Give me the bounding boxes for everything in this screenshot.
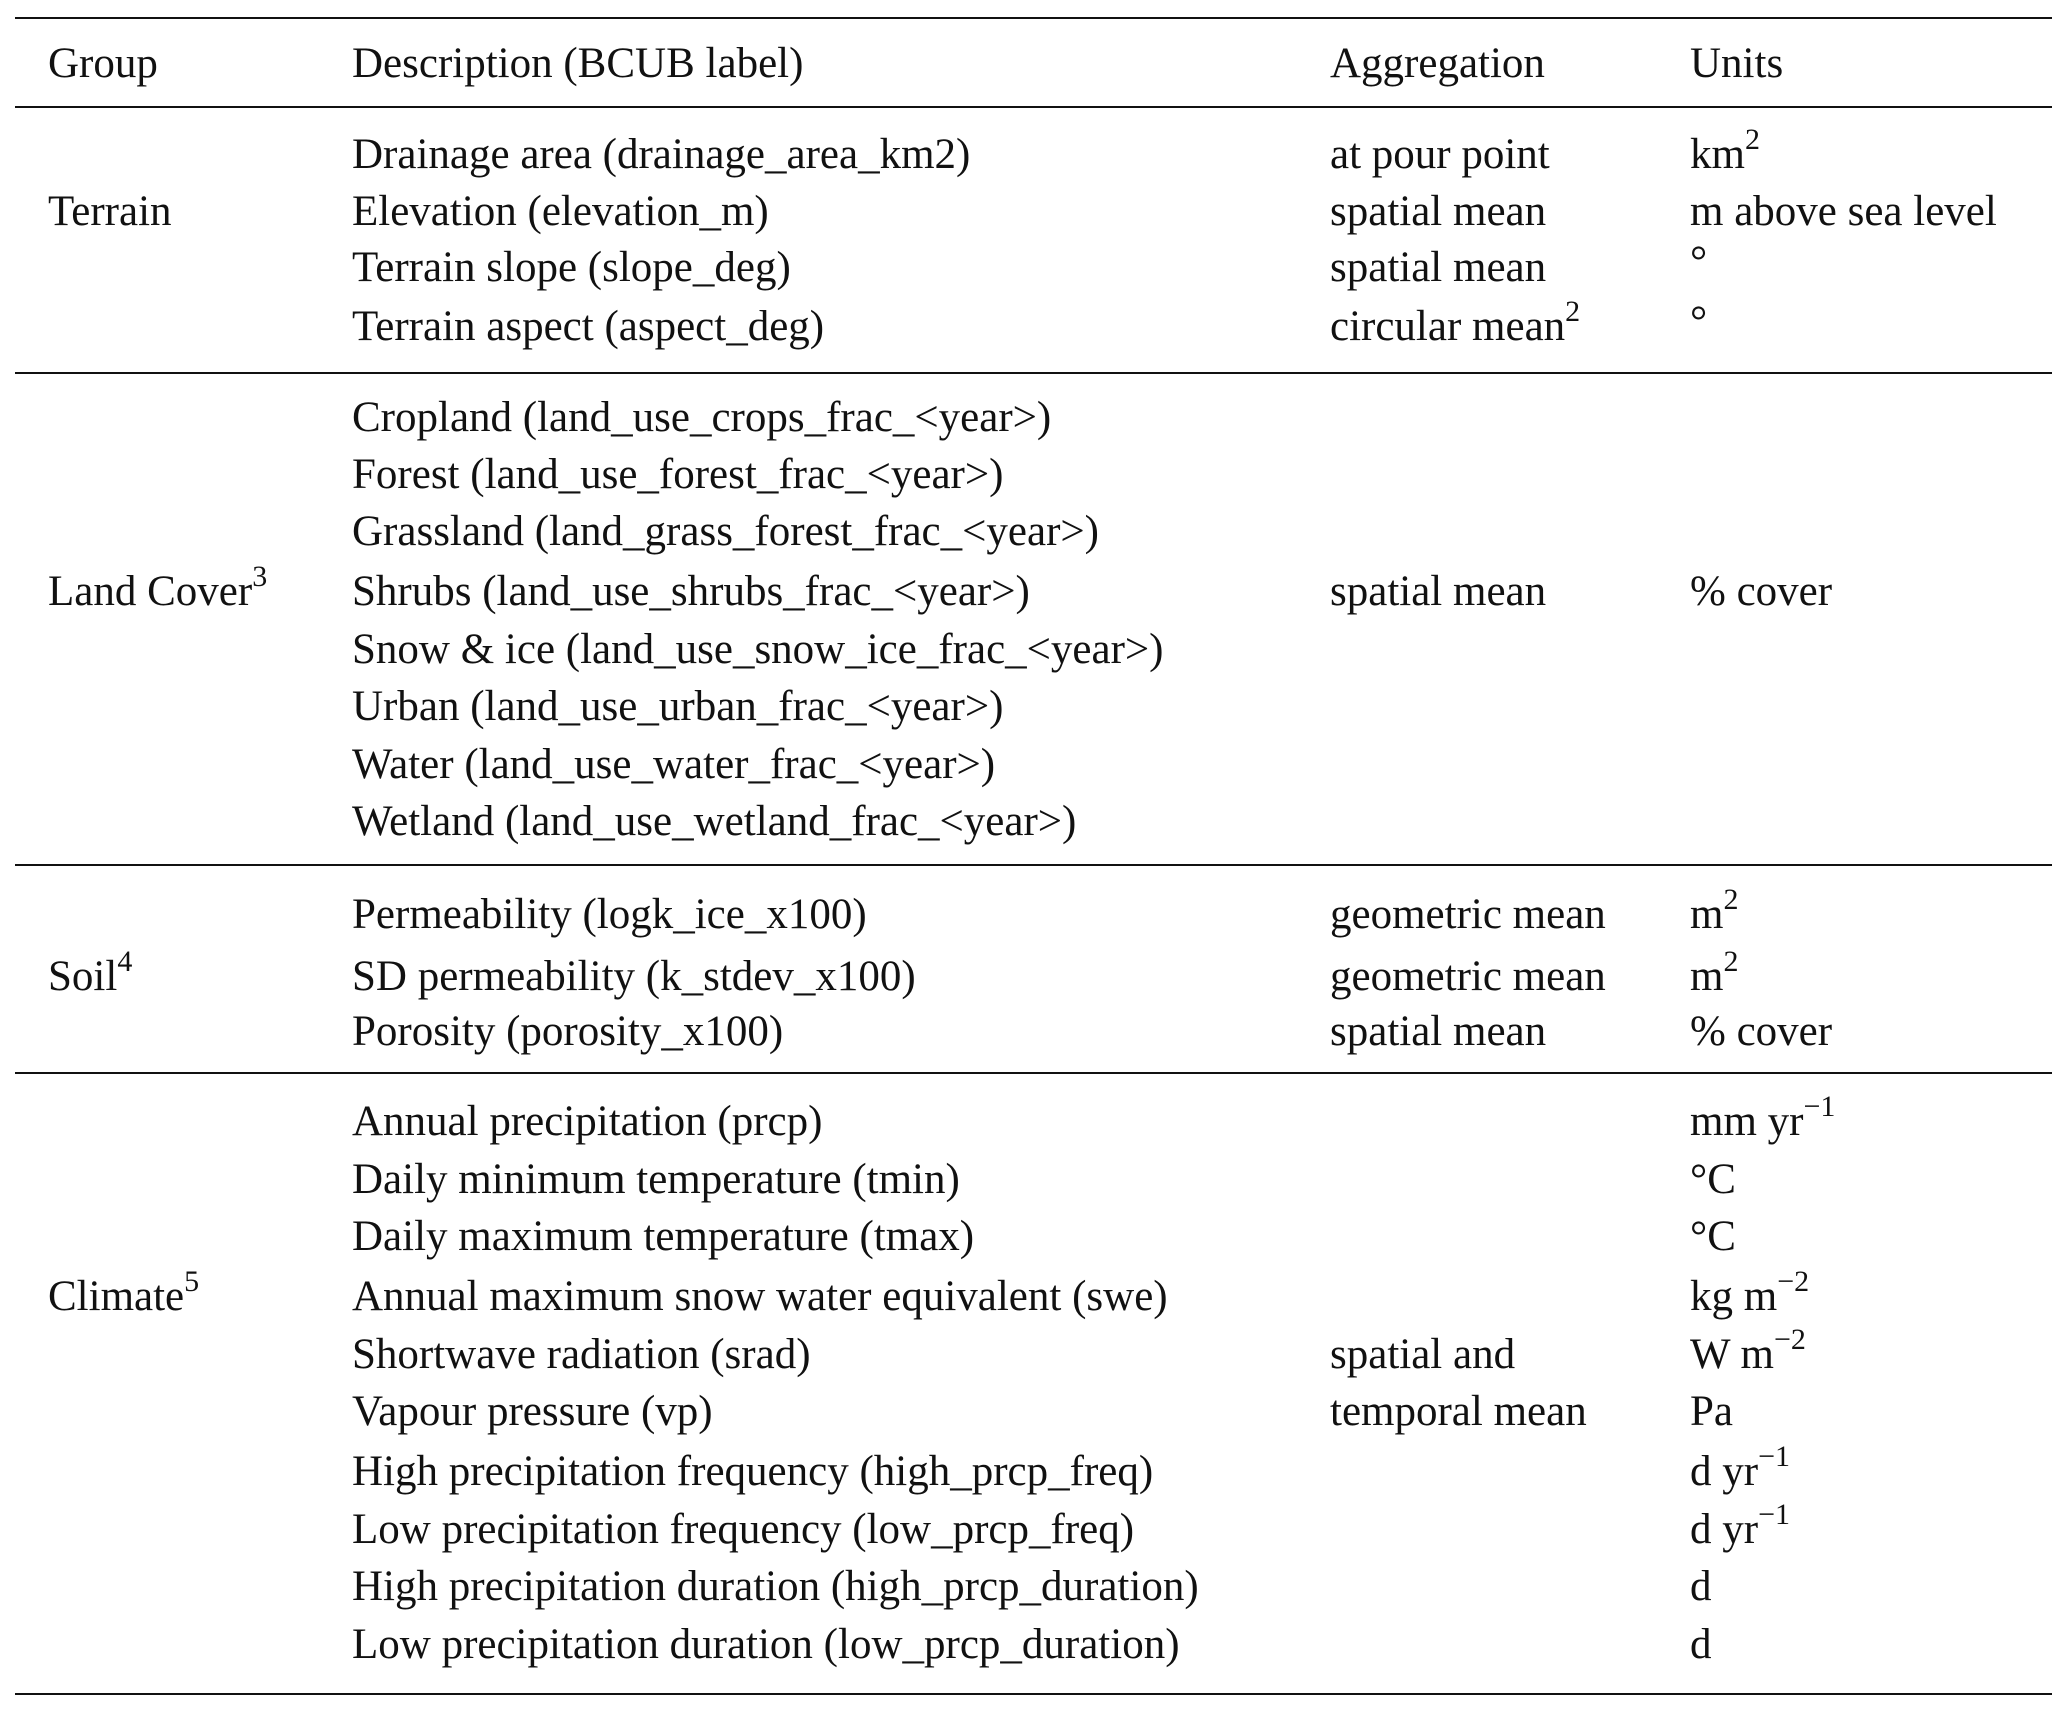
table-row-unit: kg $m^{-2}$ bbox=[1690, 1264, 1810, 1320]
header-units: Units bbox=[1690, 40, 1784, 87]
group-climate: Climate$^5$ bbox=[48, 1264, 200, 1320]
table-row-desc: Vapour pressure (vp) bbox=[352, 1388, 713, 1435]
table-row-desc: Terrain slope (slope_deg) bbox=[352, 244, 791, 291]
top-rule bbox=[15, 17, 2052, 19]
soil-rule bbox=[15, 1072, 2052, 1074]
list-item: Grassland (land_grass_forest_frac_<year>) bbox=[352, 508, 1099, 555]
table-row-unit: °C bbox=[1690, 1156, 1736, 1203]
table-row-unit: d $yr^{-1}$ bbox=[1690, 1497, 1790, 1553]
table-row-desc: High precipitation duration (high_prcp_duration) bbox=[352, 1563, 1199, 1610]
table-row-agg: spatial mean bbox=[1330, 1008, 1547, 1055]
table-row-agg: spatial mean bbox=[1330, 188, 1547, 235]
table-row-desc: Daily maximum temperature (tmax) bbox=[352, 1213, 975, 1260]
header-description: Description (BCUB label) bbox=[352, 40, 804, 87]
table-row-desc: Low precipitation frequency (low_prcp_freq) bbox=[352, 1506, 1135, 1553]
list-item: Cropland (land_use_crops_frac_<year>) bbox=[352, 394, 1052, 441]
table-row-unit: d $yr^{-1}$ bbox=[1690, 1439, 1790, 1495]
table-row-unit: W $m^{-2}$ bbox=[1690, 1322, 1806, 1378]
list-item: Snow & ice (land_use_snow_ice_frac_<year>) bbox=[352, 626, 1164, 673]
table-row-unit: °C bbox=[1690, 1213, 1736, 1260]
table-row-agg: circular mean$^2$ bbox=[1330, 294, 1581, 350]
table-row-agg: geometric mean bbox=[1330, 953, 1606, 1000]
list-item: Forest (land_use_forest_frac_<year>) bbox=[352, 451, 1004, 498]
terrain-rule bbox=[15, 372, 2052, 374]
table-row-unit: mm $yr^{-1}$ bbox=[1690, 1089, 1836, 1145]
group-terrain: Terrain bbox=[48, 188, 172, 235]
list-item: Urban (land_use_urban_frac_<year>) bbox=[352, 683, 1004, 730]
table-row-desc: Daily minimum temperature (tmin) bbox=[352, 1156, 960, 1203]
table-row-desc: Annual precipitation (prcp) bbox=[352, 1098, 823, 1145]
table-row-desc: Annual maximum snow water equivalent (swe) bbox=[352, 1273, 1168, 1320]
table-row-desc: Permeability (logk_ice_x100) bbox=[352, 891, 867, 938]
header-aggregation: Aggregation bbox=[1330, 40, 1545, 87]
table-row-desc: Shortwave radiation (srad) bbox=[352, 1331, 811, 1378]
list-item: Shrubs (land_use_shrubs_frac_<year>) bbox=[352, 568, 1030, 615]
table-row-desc: Low precipitation duration (low_prcp_duration) bbox=[352, 1621, 1180, 1668]
group-soil: Soil$^4$ bbox=[48, 944, 133, 1000]
list-item: Wetland (land_use_wetland_frac_<year>) bbox=[352, 798, 1077, 845]
header-rule bbox=[15, 106, 2052, 108]
table-row-unit: d bbox=[1690, 1621, 1712, 1668]
table-row-desc: SD permeability (k_stdev_x100) bbox=[352, 953, 916, 1000]
table-row-desc: Terrain aspect (aspect_deg) bbox=[352, 303, 825, 350]
table-row-agg: spatial mean bbox=[1330, 244, 1547, 291]
land-cover-rule bbox=[15, 864, 2052, 866]
header-group: Group bbox=[48, 40, 158, 87]
table-row-desc: Elevation (elevation_m) bbox=[352, 188, 769, 235]
table-row-unit: % cover bbox=[1690, 1008, 1833, 1055]
land-cover-aggregation: spatial mean bbox=[1330, 568, 1547, 615]
table-row-agg: geometric mean bbox=[1330, 891, 1606, 938]
table-row-unit: ° bbox=[1690, 298, 1708, 345]
table-row-desc: High precipitation frequency (high_prcp_freq) bbox=[352, 1448, 1154, 1495]
list-item: Water (land_use_water_frac_<year>) bbox=[352, 741, 996, 788]
table-row-unit: m above sea level bbox=[1690, 188, 1997, 235]
table-row-desc: Porosity (porosity_x100) bbox=[352, 1008, 784, 1055]
climate-aggregation-line1: spatial and bbox=[1330, 1331, 1516, 1378]
group-land-cover: Land Cover$^3$ bbox=[48, 559, 268, 615]
table-row-unit: $m^2$ bbox=[1690, 882, 1739, 938]
table-row-unit: $km^2$ bbox=[1690, 122, 1760, 178]
land-cover-units: % cover bbox=[1690, 568, 1833, 615]
table-row-desc: Drainage area (drainage_area_km2) bbox=[352, 131, 971, 178]
table-row-agg: at pour point bbox=[1330, 131, 1550, 178]
table-row-unit: d bbox=[1690, 1563, 1712, 1610]
table-row-unit: Pa bbox=[1690, 1388, 1733, 1435]
climate-aggregation-line2: temporal mean bbox=[1330, 1388, 1587, 1435]
bottom-rule bbox=[15, 1693, 2052, 1695]
table-row-unit: $m^2$ bbox=[1690, 944, 1739, 1000]
table-row-unit: ° bbox=[1690, 238, 1708, 285]
